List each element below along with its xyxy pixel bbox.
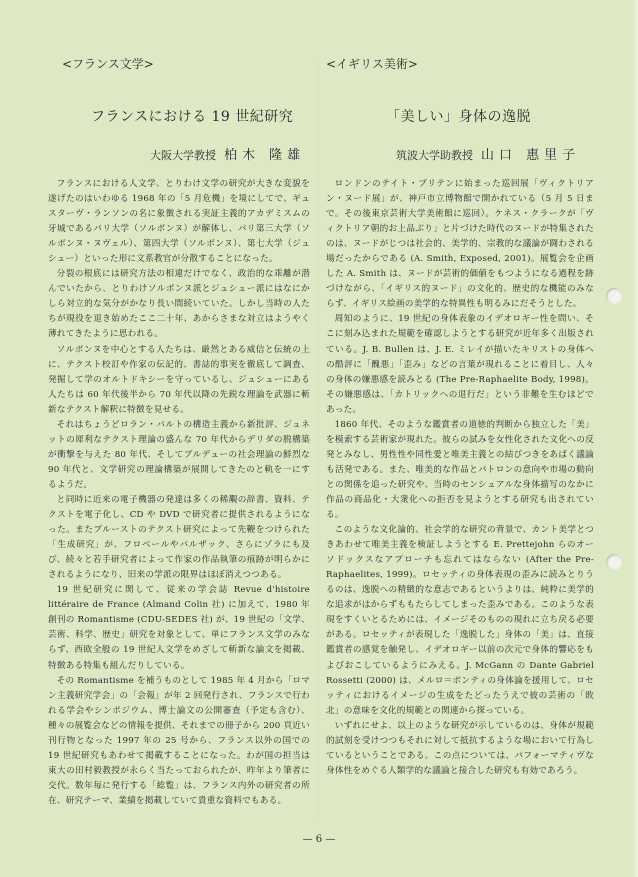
author-name: 柏木 隆雄 [224, 148, 306, 163]
page-edge [632, 0, 638, 877]
author-line [396, 144, 580, 163]
paragraph: 19 世紀研究に関して、従来の学会誌 Revue d'histoire littéraire de France (Almand Colin 社) に加えて、1980 年創刊の Romantisme (CDU-SEDES 社) が、19 世紀の「文学、芸術、科学、歴史」研究を対象として、単にフランス文学のみならず、西欧全般の 19 世紀人文学をめざして斬新な論文を掲載、特徴ある特集も組んだりしている。 [48, 585, 310, 671]
paragraph: ソルボンヌを中心とする人たちは、厳然とある威信と伝統の上に、テクスト校訂や作家の伝記的、書誌的事実を徹底して調査、発掘して学のオルトドキシーを守っているし、ジュシューにある人たちは 60 年代後半から 70 年代以降の先鋭な理論を武器に斬新なテクスト解釈に特徴を見せる。 [48, 344, 310, 415]
paragraph: ロンドンのテイト・ブリテンに始まった巡回展「ヴィクトリアン・ヌード展」が、神戸市立博物館で開かれている（5 月 5 日まで。その後東京芸術大学美術館に巡回）。ケネス・クラークが「ヴィクトリア朝的お上品ぶり」と片づけた時代のヌードが特集されたのは、ヌードがじつは社会的、美学的、宗教的な議論が闘わされる場だったからである (A. Smith, Exposed, 2001)。展覧会を企画した A. Smith は、ヌードが芸術的価値をもつようになる過程を跡づけながら、「イギリス的ヌード」の文化的、歴史的な機能のみならず、イギリス絵画の美学的な特異性も明るみにだそうとした。 [326, 179, 594, 310]
punch-hole [606, 554, 622, 570]
section-label: <フランス文学> [62, 57, 154, 71]
author-name: 山口 惠里子 [481, 148, 581, 163]
paragraph: いずれにせよ、以上のような研究が示しているのは、身体が規範的試刻を受けつつもそれに対して抵抗するような場において行為しているということである。この点については、パフォーマティヴな身体性をめぐる人類学的な議論と接合した研究も有効であろう。 [326, 720, 594, 776]
paragraph: その Romantisme を補うものとして 1985 年 4 月から「ロマン主義研究学会」の「会報」が年 2 回発行され、フランスで行われる学会やシンポジウム、博士論文の公開審査（予定も含む）、種々の展覧会などの情報を提供、それまでの冊子から 200 頁近い刊行物となった 1997 年の 25 号から、フランス以外の国での 19 世紀研究もあわせて掲載することになった。わが国の担当は東大の田村毅教授が永らく当たっておられたが、昨年より筆者に交代。数年毎に発行する「総覧」は、フランス内外の研究者の所在、研究テーマ、業績を掲載していて貴重な資料でもある。 [48, 675, 311, 806]
paragraph: 周知のように、19 世紀の身体表象のイデオロギー性を問い、そこに刻み込まれた規範を確認しようとする研究が近年多く出版されている。J. B. Bullen は、J. E. ミレイが描いたキリストの身体への酷評に「醜悪」「歪み」などの言葉が現れることに着目し、人々の身体の嫌悪感を読みとる (The Pre-Raphaelite Body, 1998)。その嫌悪感は、「カトリックへの退行だ」という非難を生むほどであった。 [326, 314, 594, 415]
paragraph: 1860 年代、そのような鑑賞者の道徳的判断から独立した「美」を模索する芸術家が現れた。彼らの試みを女性化された文化への反発とみなし、男性性や同性愛と唯美主義との結びつきをあばく議論も活発である。また、唯美的な作品とパトロンの意向や市場の動向との関係を追った研究や、当時のセンシュアルな身体描写のなかに作品の商品化・大衆化への拒否を見ようとする研究も出されている。 [326, 419, 594, 521]
paragraph: フランスにおける人文学、とりわけ文学の研究が大きな変貌を遂げたのはいわゆる 1968 年の「5 月危機」を境にしてで、ギュスターヴ・ランソンの名に象徴される実証主義的アカデミスムの牙城であるパリ大学（ソルボンヌ）が解体し、パリ第三大学（ソルボンヌ・ヌヴェル）、第四大学（ソルボンヌ）、第七大学（ジュシュー）といった形に文系教官が分散することになった。 [48, 179, 310, 265]
page-number: — 6 — [302, 834, 336, 845]
article-body [48, 177, 310, 809]
paragraph: このような文化論的、社会学的な研究の背景で、カント美学とつきあわせて唯美主義を検証しようとする E. Prettejohn らのオーソドックスなアプローチも忘れてはならない (After the Pre-Raphaelites, 1999)。ロセッティの身体表現の歪みに読みとりうるのは、逸脱への精緻的な意志であるというよりは、純粋に美学的な追求がはからずももたらしてしまった歪みである。このような表現をすくいとるためには、イメージそのものの現れに立ち戻る必要がある。ロセッティが表現した「逸脱した」身体の「美」は、直接鑑賞者の感覚を触発し、イデオロギー以前の次元で身体的響応をもよびおこしているようにみえる。J. McGann の Dante Gabriel Rossetti (2000) は、メルロ＝ポンティの身体論を援用して、ロセッティにおけるイメージの生成をたどったうえで彼の芸術の「敗北」の意味を文化的規範との関連から探っている。 [326, 525, 594, 716]
article-body [326, 177, 594, 779]
article-title: フランスにおける 19 世紀研究 [91, 109, 294, 125]
article-title: 「美しい」身体の逸脱 [386, 109, 531, 125]
column-gutter [318, 60, 319, 820]
punch-hole [606, 288, 622, 304]
paragraph: それはちょうどロラン・バルトの構造主義から新批評、ジュネットの犀利なテクスト理論の盛んな 70 年代からデリダの脱構築が衝撃を与えた 80 年代、そしてブルデューの社会理論の鮮烈な 90 年代と、文学研究の理論構築が展開してきたのと軌を一にするようだ。 [48, 419, 310, 490]
author-affiliation: 筑波大学助教授 [396, 149, 473, 162]
paragraph: 分裂の根底には研究方法の相違だけでなく、政治的な乖離が潜んでいたから、とりわけソルボンヌ派とジュシュー派にはなにかしら対立的な気分がかなり長い間続いていた。しかし当時の人たちが現役を退き始めたここ二十年、あからさまな対立はようやく薄れてきたように思われる。 [48, 269, 310, 340]
author-affiliation: 大阪大学教授 [150, 149, 216, 162]
paragraph: と同時に近来の電子機器の発達は多くの稀覯の辞書、資料、テクストを電子化し、CD や DVD で研究者に提供されるようになった。またプルーストのテクスト研究によって先鞭をつけられた「生成研究」が、フロベールやバルザック、さらにゾラにも及び、続々と若手研究者によって作家の作品執筆の痕跡が明らかにされるようになり、旧来の学派の限界はほぼ消えつつある。 [48, 494, 310, 581]
author-line [150, 144, 305, 163]
section-label: <イギリス美術> [326, 57, 418, 71]
